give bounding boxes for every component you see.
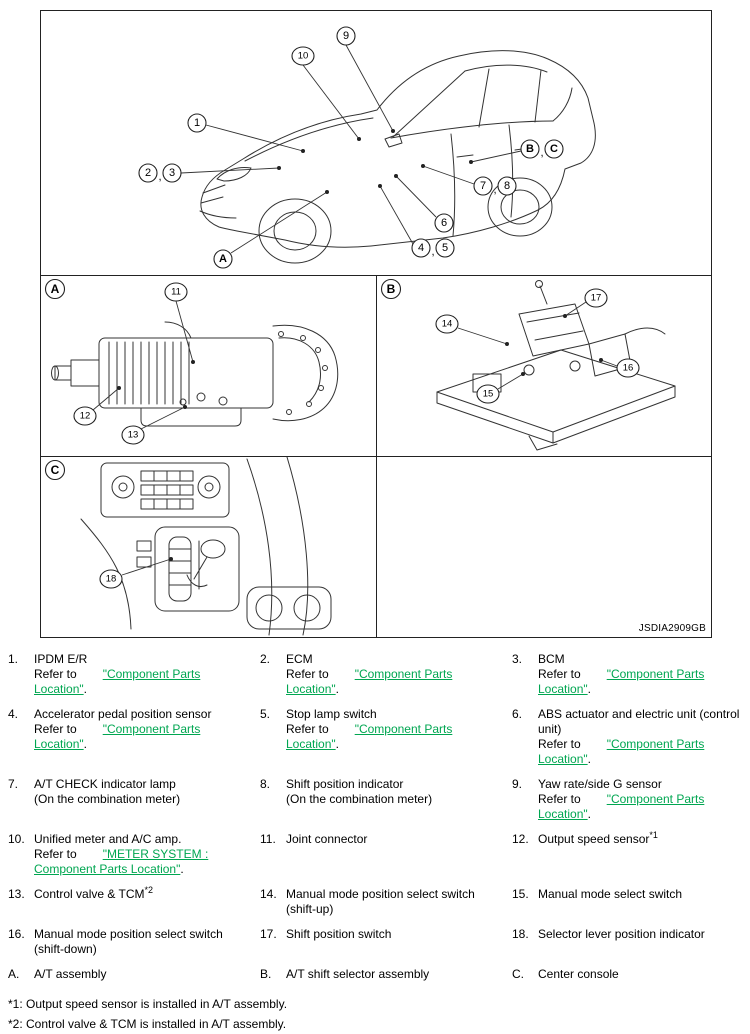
callout-label: 13 [127, 429, 139, 441]
footnote-ref: *2 [144, 885, 153, 895]
callout-label: 3 [168, 167, 176, 179]
callout-label: 17 [590, 292, 602, 304]
item-title: ECM [286, 652, 313, 666]
refer-link[interactable]: "Component Parts Location" [34, 667, 201, 696]
callout-separator: , [540, 147, 544, 159]
item-title: IPDM E/R [34, 652, 88, 666]
item-title: Shift position indicator [286, 777, 404, 791]
item-reference [538, 792, 740, 822]
callouts [74, 283, 187, 444]
legend-item-8 [260, 777, 512, 822]
item-title: Stop lamp switch [286, 707, 377, 721]
item-title: Center console [538, 967, 619, 981]
legend-item-11 [260, 832, 512, 877]
footnote-2: *2: Control valve & TCM is installed in A/T assembly. [8, 1017, 287, 1031]
callout-label: 15 [482, 388, 494, 400]
callout-separator: , [431, 246, 435, 258]
refer-suffix: . [587, 752, 591, 766]
item-reference [34, 847, 248, 877]
component-location-figure [40, 10, 712, 638]
callout-label: 2 [144, 167, 152, 179]
callout-separator: , [158, 171, 162, 183]
item-title: Yaw rate/side G sensor [538, 777, 662, 791]
panel-a-transmission [41, 276, 376, 456]
panel-letter: B [386, 282, 396, 296]
refer-to-text: Refer to [538, 667, 581, 681]
panel-c-center-console [41, 457, 376, 637]
refer-to-text: Refer to [34, 847, 77, 861]
leader-lines [458, 302, 617, 389]
item-title: ABS actuator and electric unit (control unit) [538, 707, 740, 736]
transmission-drawing [41, 276, 375, 456]
item-title: Unified meter and A/C amp. [34, 832, 182, 846]
shift-selector-drawing [377, 276, 711, 456]
legend-item-15 [512, 887, 742, 917]
car-outline [200, 51, 595, 263]
item-number: 9. [512, 777, 523, 791]
item-title: A/T shift selector assembly [286, 967, 430, 981]
callout-label: 14 [441, 318, 453, 330]
refer-to-text: Refer to [538, 737, 581, 751]
center-console-outline [81, 457, 331, 635]
item-number: 15. [512, 887, 529, 901]
item-title: Shift position switch [286, 927, 392, 941]
refer-suffix: . [83, 682, 87, 696]
callouts [100, 570, 122, 588]
item-subtitle: (On the combination meter) [34, 792, 181, 806]
callout-label: 11 [171, 286, 181, 298]
footnotes [8, 994, 742, 1034]
legend-item-10 [8, 832, 260, 877]
callout-label: 7 [479, 180, 487, 192]
legend-item-17 [260, 927, 512, 957]
panel-letter: C [50, 463, 60, 477]
item-reference [538, 737, 740, 767]
vehicle-overview-drawing [41, 11, 710, 275]
figure-middle-row [41, 275, 711, 456]
panel-b-corner-label [382, 280, 401, 299]
callouts [436, 289, 639, 403]
panel-a-corner-label [46, 280, 65, 299]
center-console-drawing [41, 457, 375, 637]
callout-label: B [526, 143, 534, 155]
refer-link[interactable]: "METER SYSTEM : Component Parts Location" [34, 847, 209, 876]
item-title: Control valve & TCM [34, 887, 145, 901]
item-subtitle: (shift-up) [286, 902, 334, 916]
item-title: Selector lever position indicator [538, 927, 705, 941]
item-subtitle: (shift-down) [34, 942, 97, 956]
item-title: A/T CHECK indicator lamp [34, 777, 176, 791]
callout-label: 5 [441, 242, 449, 254]
item-number: 11. [260, 832, 276, 846]
callout-label: 12 [79, 410, 91, 422]
callouts [139, 27, 563, 268]
refer-to-text: Refer to [286, 667, 329, 681]
callout-label: 9 [342, 30, 350, 42]
legend-item-18 [512, 927, 742, 957]
item-number: 18. [512, 927, 529, 941]
callout-label: 1 [193, 117, 201, 129]
leader-lines [181, 45, 521, 253]
item-reference [286, 667, 500, 697]
refer-suffix: . [180, 862, 184, 876]
refer-to-text: Refer to [34, 722, 77, 736]
refer-link[interactable]: "Component Parts Location" [538, 667, 705, 696]
item-title: Accelerator pedal position sensor [34, 707, 212, 721]
item-title: Joint connector [286, 832, 368, 846]
legend-item-13 [8, 887, 260, 917]
callout-label: 16 [622, 362, 634, 374]
item-title: Output speed sensor [538, 832, 650, 846]
empty-panel [376, 457, 711, 637]
callout-label: C [550, 143, 558, 155]
item-number: C. [512, 967, 524, 981]
refer-suffix: . [587, 807, 591, 821]
legend-item-2 [260, 652, 512, 697]
item-number: 6. [512, 707, 523, 721]
callout-label: 4 [417, 242, 425, 254]
refer-to-text: Refer to [34, 667, 77, 681]
item-title: Manual mode position select switch [286, 887, 475, 901]
item-number: 3. [512, 652, 523, 666]
refer-link[interactable]: "Component Parts Location" [286, 722, 453, 751]
leader-lines [93, 301, 195, 429]
legend-item-C [512, 967, 742, 982]
item-number: 10. [8, 832, 25, 846]
vehicle-overview-panel [41, 11, 711, 275]
panel-letter: A [50, 282, 60, 296]
footnote-ref: *1 [649, 830, 658, 840]
legend-item-B [260, 967, 512, 982]
legend-item-9 [512, 777, 742, 822]
item-number: 4. [8, 707, 19, 721]
callout-label: A [219, 253, 227, 265]
item-number: A. [8, 967, 20, 981]
item-number: B. [260, 967, 272, 981]
legend-item-3 [512, 652, 742, 697]
refer-suffix: . [335, 737, 339, 751]
footnote-1: *1: Output speed sensor is installed in A/T assembly. [8, 997, 288, 1011]
legend-item-14 [260, 887, 512, 917]
legend-item-5 [260, 707, 512, 767]
parts-legend [8, 652, 742, 982]
figure-code: JSDIA2909GB [638, 623, 706, 634]
refer-to-text: Refer to [286, 722, 329, 736]
legend-item-16 [8, 927, 260, 957]
refer-link[interactable]: "Component Parts Location" [538, 737, 705, 766]
item-number: 17. [260, 927, 277, 941]
item-number: 5. [260, 707, 271, 721]
legend-item-A [8, 967, 260, 982]
refer-suffix: . [83, 737, 87, 751]
refer-link[interactable]: "Component Parts Location" [538, 792, 705, 821]
refer-suffix: . [587, 682, 591, 696]
shift-selector-outline [437, 281, 675, 451]
item-title: Manual mode position select switch [34, 927, 223, 941]
item-title: Manual mode select switch [538, 887, 683, 901]
refer-suffix: . [335, 682, 339, 696]
item-reference [34, 722, 248, 752]
item-number: 1. [8, 652, 19, 666]
item-subtitle: (On the combination meter) [286, 792, 433, 806]
legend-item-12 [512, 832, 742, 877]
item-reference [538, 667, 740, 697]
legend-item-6 [512, 707, 742, 767]
callout-separator: , [493, 184, 497, 196]
refer-to-text: Refer to [538, 792, 581, 806]
callout-label: 6 [440, 217, 448, 229]
item-number: 14. [260, 887, 277, 901]
legend-item-7 [8, 777, 260, 822]
item-reference [286, 722, 500, 752]
item-number: 12. [512, 832, 529, 846]
panel-b-shift-selector [376, 276, 711, 456]
item-number: 2. [260, 652, 271, 666]
item-number: 16. [8, 927, 25, 941]
item-number: 8. [260, 777, 271, 791]
item-title: A/T assembly [34, 967, 107, 981]
panel-c-corner-label [46, 461, 65, 480]
callout-label: 18 [105, 573, 117, 585]
item-title: BCM [538, 652, 565, 666]
item-number: 13. [8, 887, 25, 901]
legend-item-4 [8, 707, 260, 767]
callout-label: 10 [297, 50, 309, 62]
leader-lines [122, 557, 173, 575]
item-number: 7. [8, 777, 19, 791]
legend-item-1 [8, 652, 260, 697]
transmission-outline [52, 322, 338, 426]
item-reference [34, 667, 248, 697]
refer-link[interactable]: "Component Parts Location" [34, 722, 201, 751]
callout-label: 8 [503, 180, 511, 192]
refer-link[interactable]: "Component Parts Location" [286, 667, 453, 696]
figure-bottom-row [41, 456, 711, 637]
